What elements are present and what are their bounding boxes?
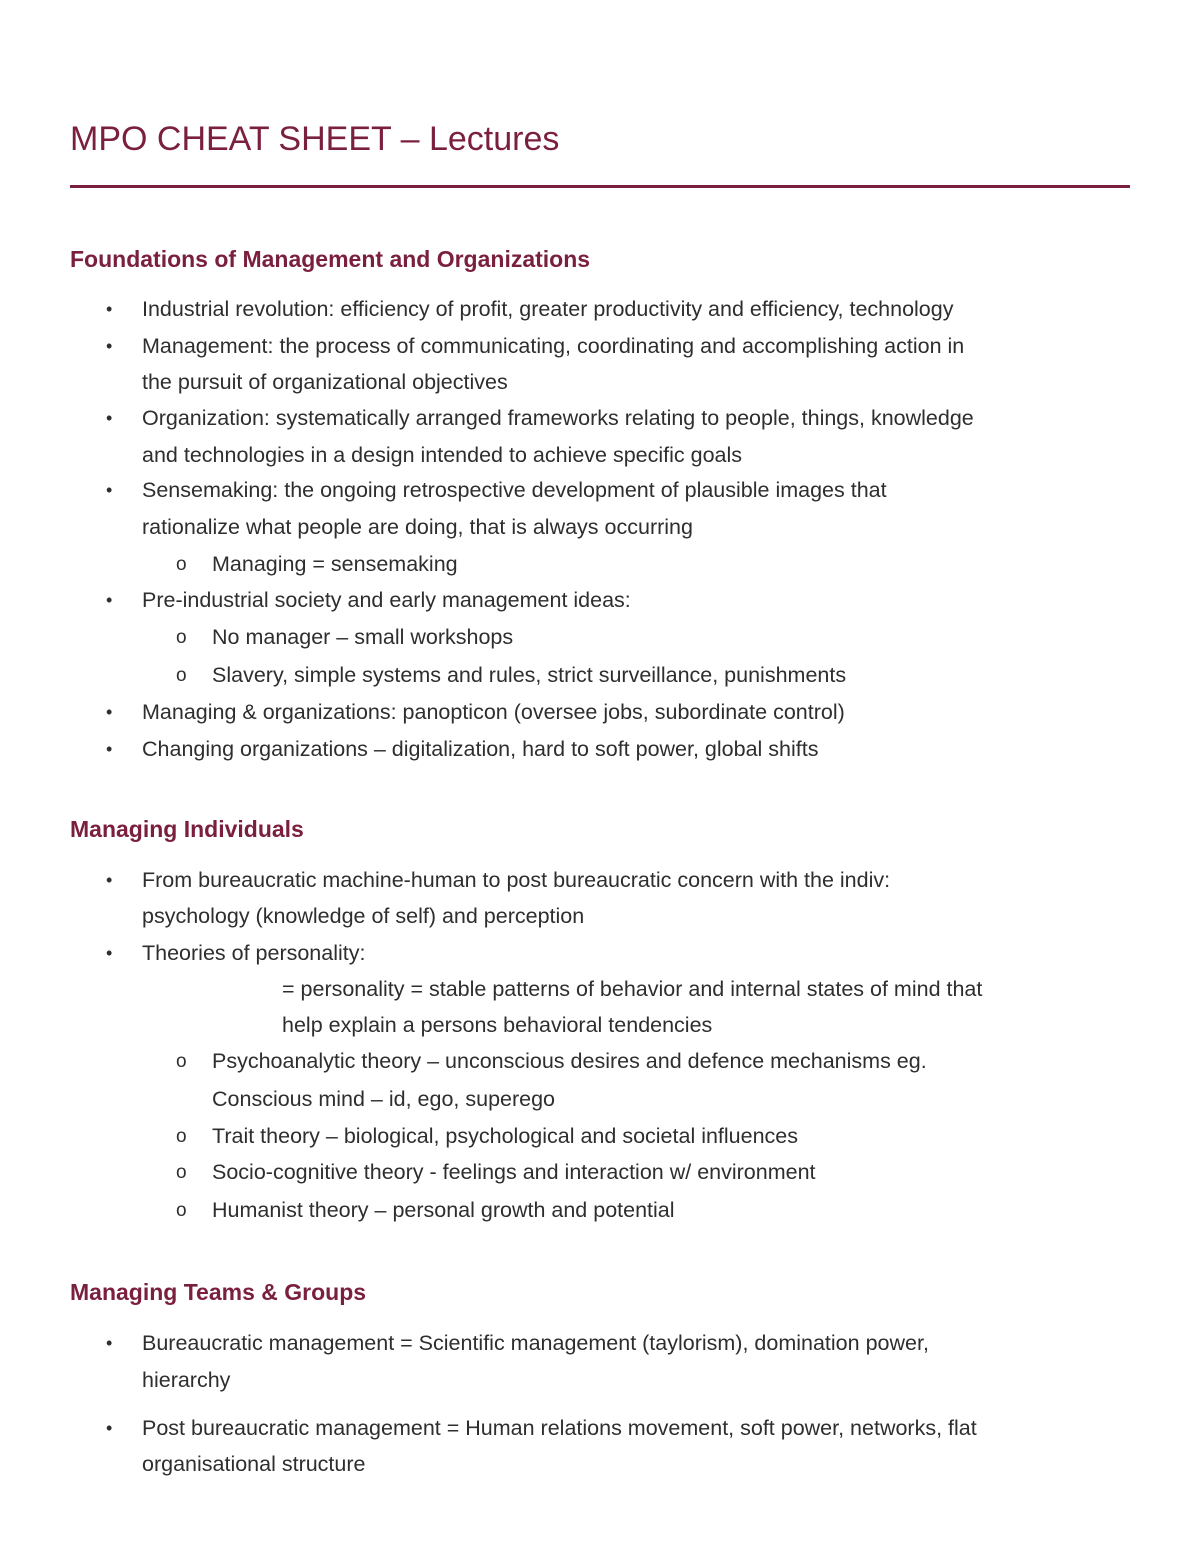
bullet-icon: • [106,590,113,610]
list-item-continuation: rationalize what people are doing, that is always occurring [142,515,693,539]
list-item: • Managing & organizations: panopticon (oversee jobs, subordinate control) [142,694,845,731]
list-item: • Theories of personality: [142,935,365,972]
sub-list-item: o Psychoanalytic theory – unconscious desires and defence mechanisms eg. [212,1043,927,1080]
sub-bullet-icon: o [176,554,187,575]
sub-bullet-icon: o [176,1200,187,1221]
sub-bullet-icon: o [176,665,187,686]
list-item: • Post bureaucratic management = Human relations movement, soft power, networks, flat [142,1410,977,1447]
sub-bullet-icon: o [176,1051,187,1072]
sub-list-item: o Humanist theory – personal growth and potential [212,1192,675,1229]
list-item-continuation: psychology (knowledge of self) and perception [142,904,585,928]
sub-bullet-icon: o [176,1162,187,1183]
sub-list-item: o Managing = sensemaking [212,546,458,583]
list-item: • Management: the process of communicating, coordinating and accomplishing action in [142,328,964,365]
document-title: MPO CHEAT SHEET – Lectures [70,120,560,158]
list-item-continuation: hierarchy [142,1368,231,1392]
bullet-icon: • [106,702,113,722]
sub-list-item: o Trait theory – biological, psychological and societal influences [212,1118,798,1155]
bullet-icon: • [106,870,113,890]
sub-list-item-continuation: Conscious mind – id, ego, superego [212,1087,556,1111]
sub-list-item: o Socio-cognitive theory - feelings and interaction w/ environment [212,1154,816,1191]
bullet-icon: • [106,1418,113,1438]
title-divider [70,185,1130,188]
bullet-icon: • [106,336,113,356]
list-item-continuation: organisational structure [142,1452,366,1476]
bullet-icon: • [106,739,113,759]
list-item: • Bureaucratic management = Scientific management (taylorism), domination power, [142,1325,929,1362]
section-heading-foundations: Foundations of Management and Organizations [70,246,591,272]
list-item: • Pre-industrial society and early management ideas: [142,582,631,619]
definition-line: help explain a persons behavioral tendencies [282,1013,713,1037]
list-item: • Changing organizations – digitalization, hard to soft power, global shifts [142,731,818,768]
list-item: • From bureaucratic machine-human to post bureaucratic concern with the indiv: [142,862,890,899]
sub-list-item: o No manager – small workshops [212,619,513,656]
list-item-continuation: and technologies in a design intended to achieve specific goals [142,443,743,467]
list-item-continuation: the pursuit of organizational objectives [142,370,508,394]
section-heading-individuals: Managing Individuals [70,816,304,842]
bullet-icon: • [106,943,113,963]
bullet-icon: • [106,1333,113,1353]
list-item: • Sensemaking: the ongoing retrospective development of plausible images that [142,472,887,509]
sub-list-item: o Slavery, simple systems and rules, strict surveillance, punishments [212,657,846,694]
sub-bullet-icon: o [176,1126,187,1147]
list-item: • Industrial revolution: efficiency of profit, greater productivity and efficiency, technology [142,291,953,328]
section-heading-teams: Managing Teams & Groups [70,1279,367,1305]
bullet-icon: • [106,480,113,500]
definition-line: = personality = stable patterns of behavior and internal states of mind that [282,977,983,1001]
sub-bullet-icon: o [176,627,187,648]
bullet-icon: • [106,408,113,428]
bullet-icon: • [106,299,113,319]
list-item: • Organization: systematically arranged frameworks relating to people, things, knowledge [142,400,974,437]
